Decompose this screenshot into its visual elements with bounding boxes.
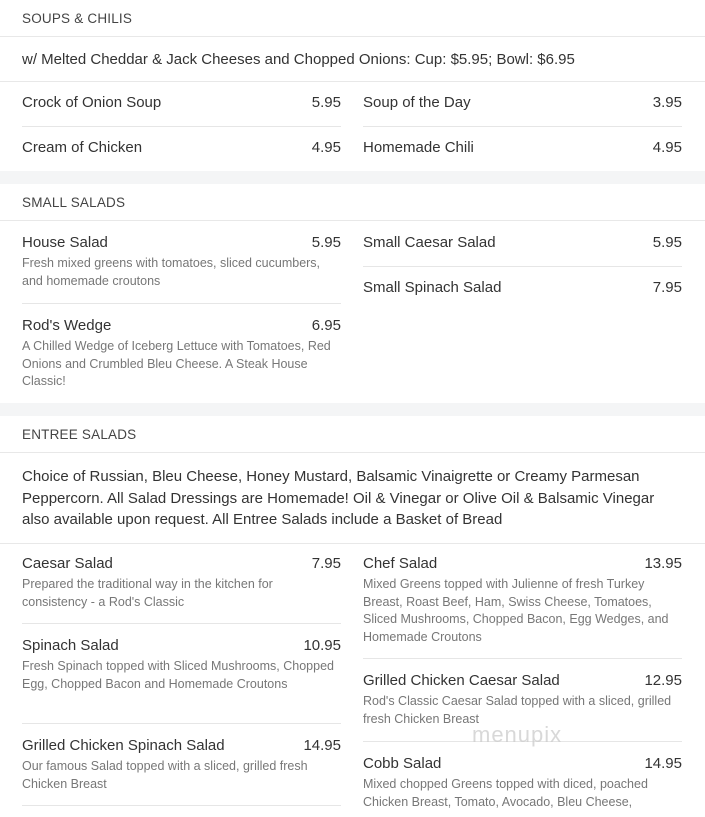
item-price: 13.95 [644, 555, 682, 572]
item-price: 3.95 [652, 94, 682, 111]
divider [0, 81, 705, 82]
item-name: Crock of Onion Soup [22, 94, 162, 111]
section-description: w/ Melted Cheddar & Jack Cheeses and Chopped Onions: Cup: $5.95; Bowl: $6.95 [22, 51, 575, 68]
item-description: Fresh mixed greens with tomatoes, sliced cucumbers, and homemade croutons [22, 256, 321, 288]
item-price: 4.95 [311, 139, 341, 156]
item-name: Grilled Chicken Caesar Salad [363, 672, 560, 689]
item-name: Soup of the Day [363, 94, 471, 111]
section-title: SMALL SALADS [22, 195, 126, 210]
item-name: Homemade Chili [363, 139, 474, 156]
section-header [0, 0, 705, 37]
item-name: Spinach Salad [22, 637, 119, 654]
item-price: 4.95 [652, 139, 682, 156]
item-description: Prepared the traditional way in the kitchen for consistency - a Rod's Classic [22, 577, 273, 609]
item-name: House Salad [22, 234, 108, 251]
divider [0, 543, 705, 544]
section-header [0, 184, 705, 221]
item-price: 14.95 [303, 737, 341, 754]
item-name: Grilled Chicken Spinach Salad [22, 737, 225, 754]
item-price: 12.95 [644, 672, 682, 689]
item-price: 7.95 [652, 279, 682, 296]
item-price: 5.95 [311, 94, 341, 111]
item-name: Rod's Wedge [22, 317, 112, 334]
item-description: Mixed Greens topped with Julienne of fresh Turkey Breast, Roast Beef, Ham, Swiss Cheese, Tomatoes, Sliced Mushrooms, Chopped Bacon, Egg Wedges, and Homemade Croutons [363, 577, 669, 644]
section-title: SOUPS & CHILIS [22, 11, 133, 26]
item-divider [22, 126, 341, 127]
item-description: A Chilled Wedge of Iceberg Lettuce with Tomatoes, Red Onions and Crumbled Bleu Cheese. A Steak House Classic! [22, 339, 331, 388]
item-price: 7.95 [311, 555, 341, 572]
section-title: ENTREE SALADS [22, 427, 137, 442]
item-description: Fresh Spinach topped with Sliced Mushrooms, Chopped Egg, Chopped Bacon and Homemade Croutons [22, 659, 334, 691]
item-price: 6.95 [311, 317, 341, 334]
item-divider [22, 303, 341, 304]
item-divider [363, 126, 682, 127]
item-divider [363, 266, 682, 267]
item-divider [22, 723, 341, 724]
item-description: Our famous Salad topped with a sliced, grilled fresh Chicken Breast [22, 759, 308, 791]
item-price: 5.95 [652, 234, 682, 251]
watermark-logo: menupix [472, 722, 563, 747]
item-divider [22, 805, 341, 806]
item-description: Rod's Classic Caesar Salad topped with a sliced, grilled fresh Chicken Breast [363, 694, 672, 726]
item-name: Small Spinach Salad [363, 279, 502, 296]
item-name: Small Caesar Salad [363, 234, 496, 251]
item-price: 5.95 [311, 234, 341, 251]
item-description: Mixed chopped Greens topped with diced, poached Chicken Breast, Tomato, Avocado, Bleu Cheese, [363, 777, 648, 809]
section-soups-chilis [0, 0, 705, 171]
section-small-salads [0, 184, 705, 403]
section-header [0, 416, 705, 453]
item-name: Chef Salad [363, 555, 438, 572]
item-price: 14.95 [644, 755, 682, 772]
item-divider [363, 658, 682, 659]
section-entree-salads [0, 416, 705, 817]
section-description: Choice of Russian, Bleu Cheese, Honey Mustard, Balsamic Vinaigrette or Creamy Parmesan Peppercorn. All Salad Dressings are Homemade! Oil & Vinegar or Olive Oil & Balsamic Vinegar also available upon request. All Entree Salads include a Basket of Bread [22, 468, 655, 528]
item-price: 10.95 [303, 637, 341, 654]
item-divider [22, 623, 341, 624]
item-name: Cobb Salad [363, 755, 442, 772]
item-name: Cream of Chicken [22, 139, 143, 156]
item-name: Caesar Salad [22, 555, 113, 572]
